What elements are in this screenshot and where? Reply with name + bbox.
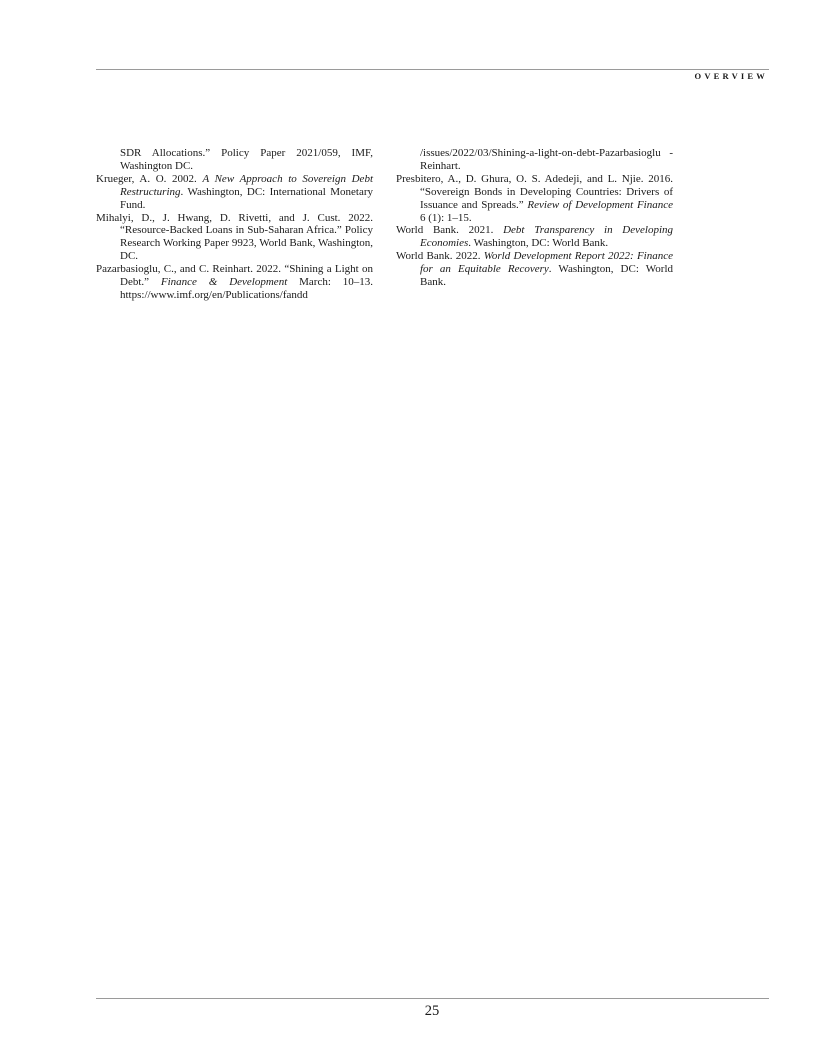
reference-entry: Mihalyi, D., J. Hwang, D. Rivetti, and J. Cust. 2022. “Resource-Backed Loans in Sub-Saharan Africa.” Policy Research Working Paper 9923, World Bank, Washington, DC. bbox=[96, 211, 373, 263]
reference-entry: World Bank. 2021. Debt Transparency in Developing Economies. Washington, DC: World Bank. bbox=[396, 224, 673, 250]
page-number: 25 bbox=[424, 1003, 440, 1019]
reference-entry: Pazarbasioglu, C., and C. Reinhart. 2022. “Shining a Light on Debt.” Finance & Development March: 10–13. https://www.imf.org/en/Publications/fandd bbox=[96, 263, 373, 301]
reference-entry: Krueger, A. O. 2002. A New Approach to Sovereign Debt Restructuring. Washington, DC: International Monetary Fund. bbox=[96, 172, 373, 211]
footer-rule bbox=[96, 998, 769, 999]
reference-entry: World Bank. 2022. World Development Report 2022: Finance for an Equitable Recovery. Washington, DC: World Bank. bbox=[396, 250, 673, 289]
reference-continuation: /issues/2022/03/Shining-a-light-on-debt-Pazarbasioglu -Reinhart. bbox=[420, 147, 673, 172]
reference-entry: Presbitero, A., D. Ghura, O. S. Adedeji, and L. Njie. 2016. “Sovereign Bonds in Developing Countries: Drivers of Issuance and Spreads.” Review of Development Finance 6 (1): 1–15. bbox=[396, 172, 674, 224]
references-column-left bbox=[96, 147, 373, 302]
section-label: OVERVIEW bbox=[694, 71, 768, 81]
header-rule bbox=[96, 69, 769, 70]
reference-continuation: SDR Allocations.” Policy Paper 2021/059, IMF, Washington DC. bbox=[120, 147, 373, 172]
references-column-right bbox=[396, 147, 673, 289]
